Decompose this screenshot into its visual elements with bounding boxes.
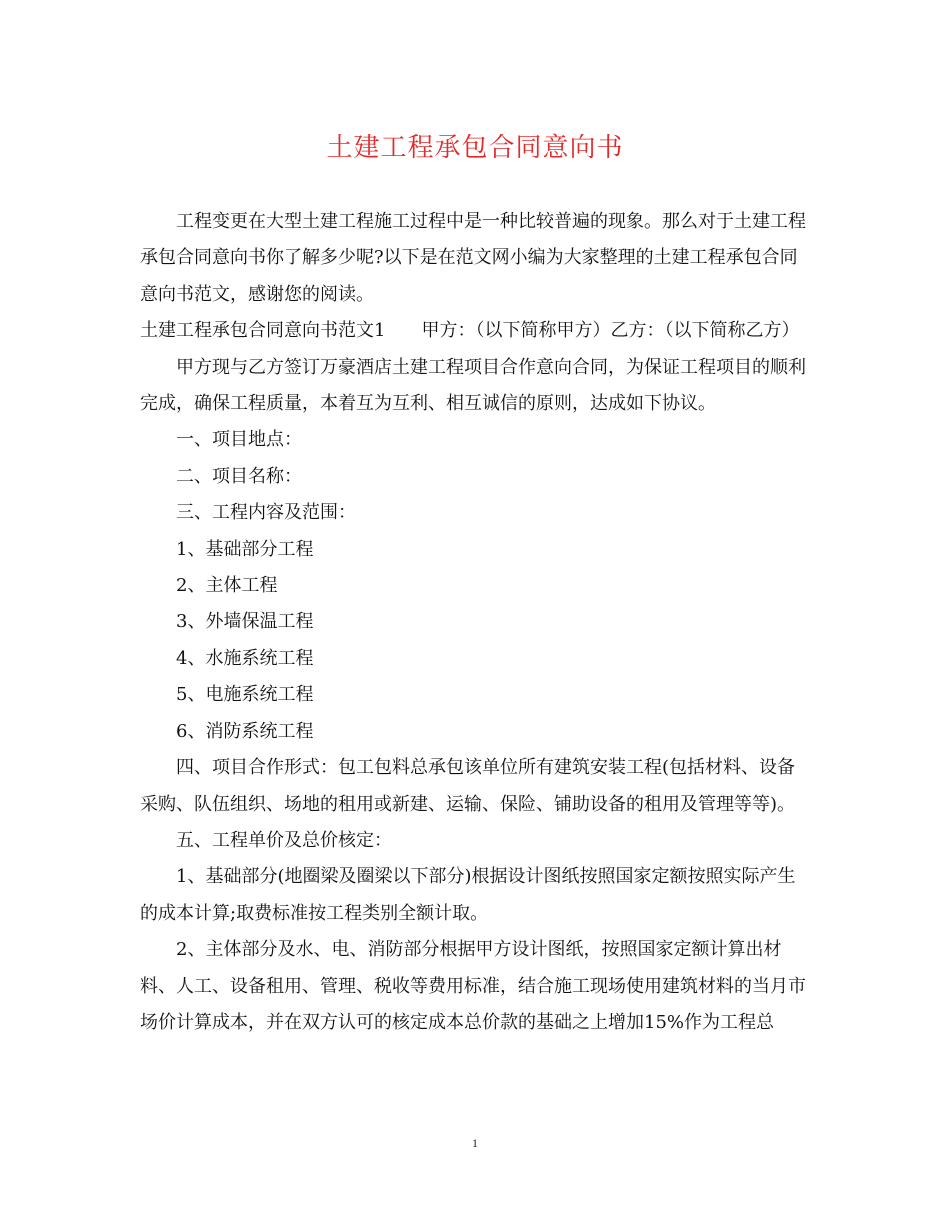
document-title: 土建工程承包合同意向书	[326, 133, 624, 163]
clause-cooperation-form: 四、项目合作形式：包工包料总承包该单位所有建筑安装工程(包括材料、设备采购、队伍组织、场地的租用或新建、运输、保险、铺助设备的租用及管理等等)。	[140, 757, 796, 815]
pricing-item-main-structure: 2、主体部分及水、电、消防部分根据甲方设计图纸，按照国家定额计算出材料、人工、设备租用、管理、税收等费用标准，结合施工现场使用建筑材料的当月市场价计算成本，并在双方认可的核定成本总价款的基础之上增加15%作为工程总	[140, 939, 806, 1033]
clause-pricing: 五、工程单价及总价核定：	[176, 829, 392, 851]
scope-item: 1、基础部分工程	[176, 538, 314, 560]
clause-project-location: 一、项目地点：	[176, 429, 302, 451]
paragraph-agreement: 甲方现与乙方签订万豪酒店土建工程项目合作意向合同，为保证工程项目的顺利完成，确保工程质量，本着互为互利、相互诚信的原则，达成如下协议。	[140, 356, 806, 415]
clause-scope: 三、工程内容及范围：	[176, 502, 356, 524]
paragraph-sample-header: 土建工程承包合同意向书范文1 甲方：（以下简称甲方）乙方：（以下简称乙方）	[140, 320, 800, 342]
page-number: 1	[472, 1136, 478, 1150]
document-body	[140, 204, 812, 1041]
scope-item: 2、主体工程	[176, 575, 278, 597]
scope-item: 3、外墙保温工程	[176, 611, 314, 633]
scope-item: 5、电施系统工程	[176, 684, 314, 706]
paragraph-intro: 工程变更在大型土建工程施工过程中是一种比较普遍的现象。那么对于土建工程承包合同意向书你了解多少呢?以下是在范文网小编为大家整理的土建工程承包合同意向书范文，感谢您的阅读。	[140, 211, 806, 305]
pricing-item-foundation: 1、基础部分(地圈梁及圈梁以下部分)根据设计图纸按照国家定额按照实际产生的成本计算;取费标准按工程类别全额计取。	[140, 866, 796, 924]
scope-item: 6、消防系统工程	[176, 720, 314, 742]
scope-item: 4、水施系统工程	[176, 647, 314, 669]
clause-project-name: 二、项目名称：	[176, 465, 302, 487]
